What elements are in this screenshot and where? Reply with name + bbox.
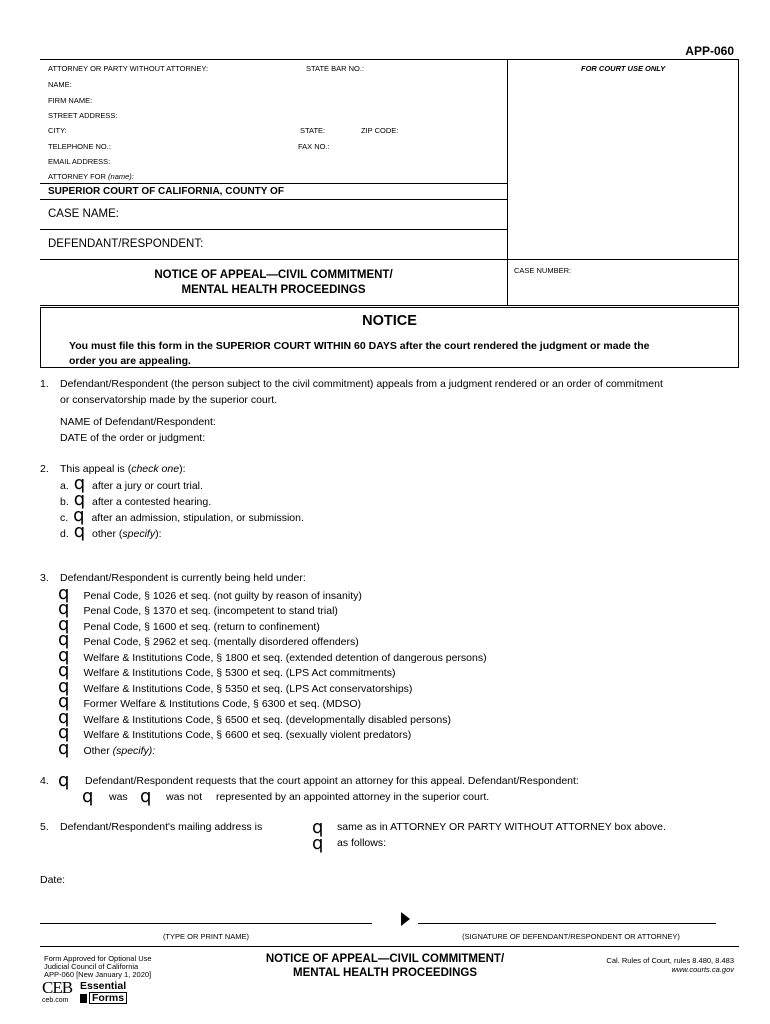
form-id: APP-060 [685,44,734,58]
date-label: Date: [40,874,66,886]
print-name-caption: (TYPE OR PRINT NAME) [162,932,250,941]
form-title [40,268,507,298]
attorney-label: ATTORNEY OR PARTY WITHOUT ATTORNEY: [48,64,209,73]
item-4-tail: represented by an appointed attorney in the superior court. [216,791,490,803]
option-letter: d. [60,528,69,540]
street-label: STREET ADDRESS: [48,111,118,120]
option-text: Welfare & Institutions Code, § 6600 et seq. (sexually violent predators) [83,729,412,741]
checkbox-icon[interactable]: q [58,675,70,697]
checkbox-icon[interactable]: q [312,833,324,854]
item-5-text: Defendant/Respondent's mailing address is [60,821,263,833]
footer-approval [44,955,152,979]
as-follows-option: as follows: [337,837,387,849]
approval-line2: Judicial Council of California [44,962,139,971]
option-text: after a jury or court trial. [92,480,203,492]
option-text: other ( [92,528,123,540]
case-name-label: CASE NAME: [48,208,119,220]
option-text: Welfare & Institutions Code, § 1800 et seq. (extended detention of dangerous persons) [83,651,487,664]
was-label: was [109,791,128,803]
checkbox-icon[interactable]: q [58,691,70,712]
checkbox-icon[interactable]: q [73,505,85,526]
item-1-line1: Defendant/Respondent (the person subject to the civil commitment) appeals from a judgment rendered or an order of commitment [60,378,663,390]
same-address-option: same as in ATTORNEY OR PARTY WITHOUT ATTORNEY box above. [337,821,666,833]
option-end: ): [155,528,162,540]
option-italic: specify [122,528,156,540]
item-3-number: 3. [40,572,49,584]
checkbox-icon[interactable]: q [140,786,152,807]
checkbox-icon[interactable]: q [58,706,70,728]
notice-text-line1: You must file this form in the SUPERIOR COURT WITHIN 60 DAYS after the court rendered the judgment or made the [69,340,650,352]
item-3-intro: Defendant/Respondent is currently being held under: [60,572,306,584]
approval-line3: APP-060 [New January 1, 2020] [44,970,152,979]
state-bar-label: STATE BAR NO.: [306,64,365,73]
checkbox-icon[interactable]: q [58,582,70,604]
option-text: Penal Code, § 1026 et seq. (not guilty by reason of insanity) [83,589,362,602]
order-date-label: DATE of the order or judgment: [60,432,206,444]
notice-text-line2: order you are appealing. [69,355,191,367]
case-number-label: CASE NUMBER: [514,266,572,275]
option-letter: b. [60,496,69,508]
checkbox-icon[interactable]: q [58,613,70,635]
zip-label: ZIP CODE: [361,126,399,135]
checkbox-icon[interactable]: q [73,473,86,494]
option-text: Penal Code, § 1370 et seq. (incompetent to stand trial) [83,605,338,617]
form-title-line1: NOTICE OF APPEAL—CIVIL COMMITMENT/ [154,269,393,281]
city-label: CITY: [48,126,67,135]
forms-logo-text: Forms [89,992,127,1004]
fax-label: FAX NO.: [298,142,330,151]
court-label: SUPERIOR COURT OF CALIFORNIA, COUNTY OF [48,186,284,197]
held-under-other[interactable] [58,737,156,760]
caption-box [40,59,739,306]
option-2c[interactable] [60,505,304,526]
option-text: Welfare & Institutions Code, § 5300 et seq. (LPS Act commitments) [83,667,396,679]
option-text: Welfare & Institutions Code, § 5350 et seq. (LPS Act conservatorships) [83,682,413,695]
arrow-icon [401,912,410,926]
option-text: Welfare & Institutions Code, § 6500 et seq. (developmentally disabled persons) [83,713,451,726]
notice-heading: NOTICE [362,313,417,329]
attorney-for-name: (name): [108,172,134,181]
other-specify: (specify): [112,744,156,757]
email-label: EMAIL ADDRESS: [48,157,111,166]
checkbox-icon[interactable]: q [58,722,70,743]
ceb-logo [42,980,72,1005]
option-2d[interactable] [60,521,162,542]
website-link[interactable]: www.courts.ca.gov [671,965,734,974]
footer-title [240,952,530,980]
rules-of-court: Cal. Rules of Court, rules 8.480, 8.483 [606,956,734,965]
footer-rule [40,946,739,947]
option-text: after an admission, stipulation, or submission. [91,512,304,524]
checkbox-icon[interactable]: q [58,737,70,759]
option-text: Penal Code, § 1600 et seq. (return to confinement) [83,620,320,633]
checkbox-icon[interactable]: q [312,817,324,838]
item-2-intro-italic: check one [131,463,180,475]
court-use-label: FOR COURT USE ONLY [581,64,666,73]
checkbox-icon[interactable]: q [58,660,70,681]
item-5-number: 5. [40,821,49,833]
item-1-number: 1. [40,378,49,390]
notice-text [69,339,649,369]
essential-forms-logo [80,981,127,1004]
signature-line[interactable] [418,923,716,924]
checkbox-icon[interactable]: q [73,489,86,510]
checkbox-icon[interactable]: q [58,644,70,666]
item-1-line2: or conservatorship made by the superior court. [60,394,278,406]
item-2-intro-text: This appeal is ( [60,463,132,475]
form-title-line2: MENTAL HEALTH PROCEEDINGS [181,284,366,296]
checkbox-icon[interactable]: q [58,598,70,619]
attorney-for-label [48,172,134,181]
item-2-number: 2. [40,463,49,475]
option-letter: c. [60,512,69,524]
signature-caption: (SIGNATURE OF DEFENDANT/RESPONDENT OR ATTORNEY) [462,932,680,941]
attorney-for-text: ATTORNEY FOR [48,172,106,181]
checkbox-icon[interactable]: q [58,629,70,650]
item-4-number: 4. [40,775,49,787]
was-not-label: was not [166,791,203,803]
essential-logo-text: Essential [80,980,127,992]
name-label: NAME: [48,80,72,89]
phone-label: TELEPHONE NO.: [48,142,111,151]
option-letter: a. [60,480,69,492]
other-label: Other [83,744,113,757]
ceb-logo-text: CEB [42,978,73,997]
option-text: Former Welfare & Institutions Code, § 6300 et seq. (MDSO) [83,698,362,710]
item-2-intro-end: ): [179,463,186,475]
approval-line1: Form Approved for Optional Use [44,954,152,963]
checkbox-icon[interactable]: q [82,786,94,807]
ceb-logo-url: ceb.com [42,997,69,1004]
option-text: Penal Code, § 2962 et seq. (mentally disordered offenders) [83,636,359,648]
defendant-name-label: NAME of Defendant/Respondent: [60,416,216,428]
state-label: STATE: [300,126,326,135]
forms-logo-icon [80,994,87,1003]
checkbox-icon[interactable]: q [58,770,70,791]
footer-title-line2: MENTAL HEALTH PROCEEDINGS [292,967,477,979]
footer-rules [606,956,734,974]
defendant-label: DEFENDANT/RESPONDENT: [48,238,204,250]
option-text: after a contested hearing. [92,496,212,508]
checkbox-icon[interactable]: q [73,521,86,542]
print-name-line[interactable] [40,923,372,924]
notice-box [40,307,739,368]
footer-title-line1: NOTICE OF APPEAL—CIVIL COMMITMENT/ [265,953,505,965]
item-4-line1: Defendant/Respondent requests that the court appoint an attorney for this appeal. Defendant/Respondent: [85,775,579,787]
firm-label: FIRM NAME: [48,96,93,105]
